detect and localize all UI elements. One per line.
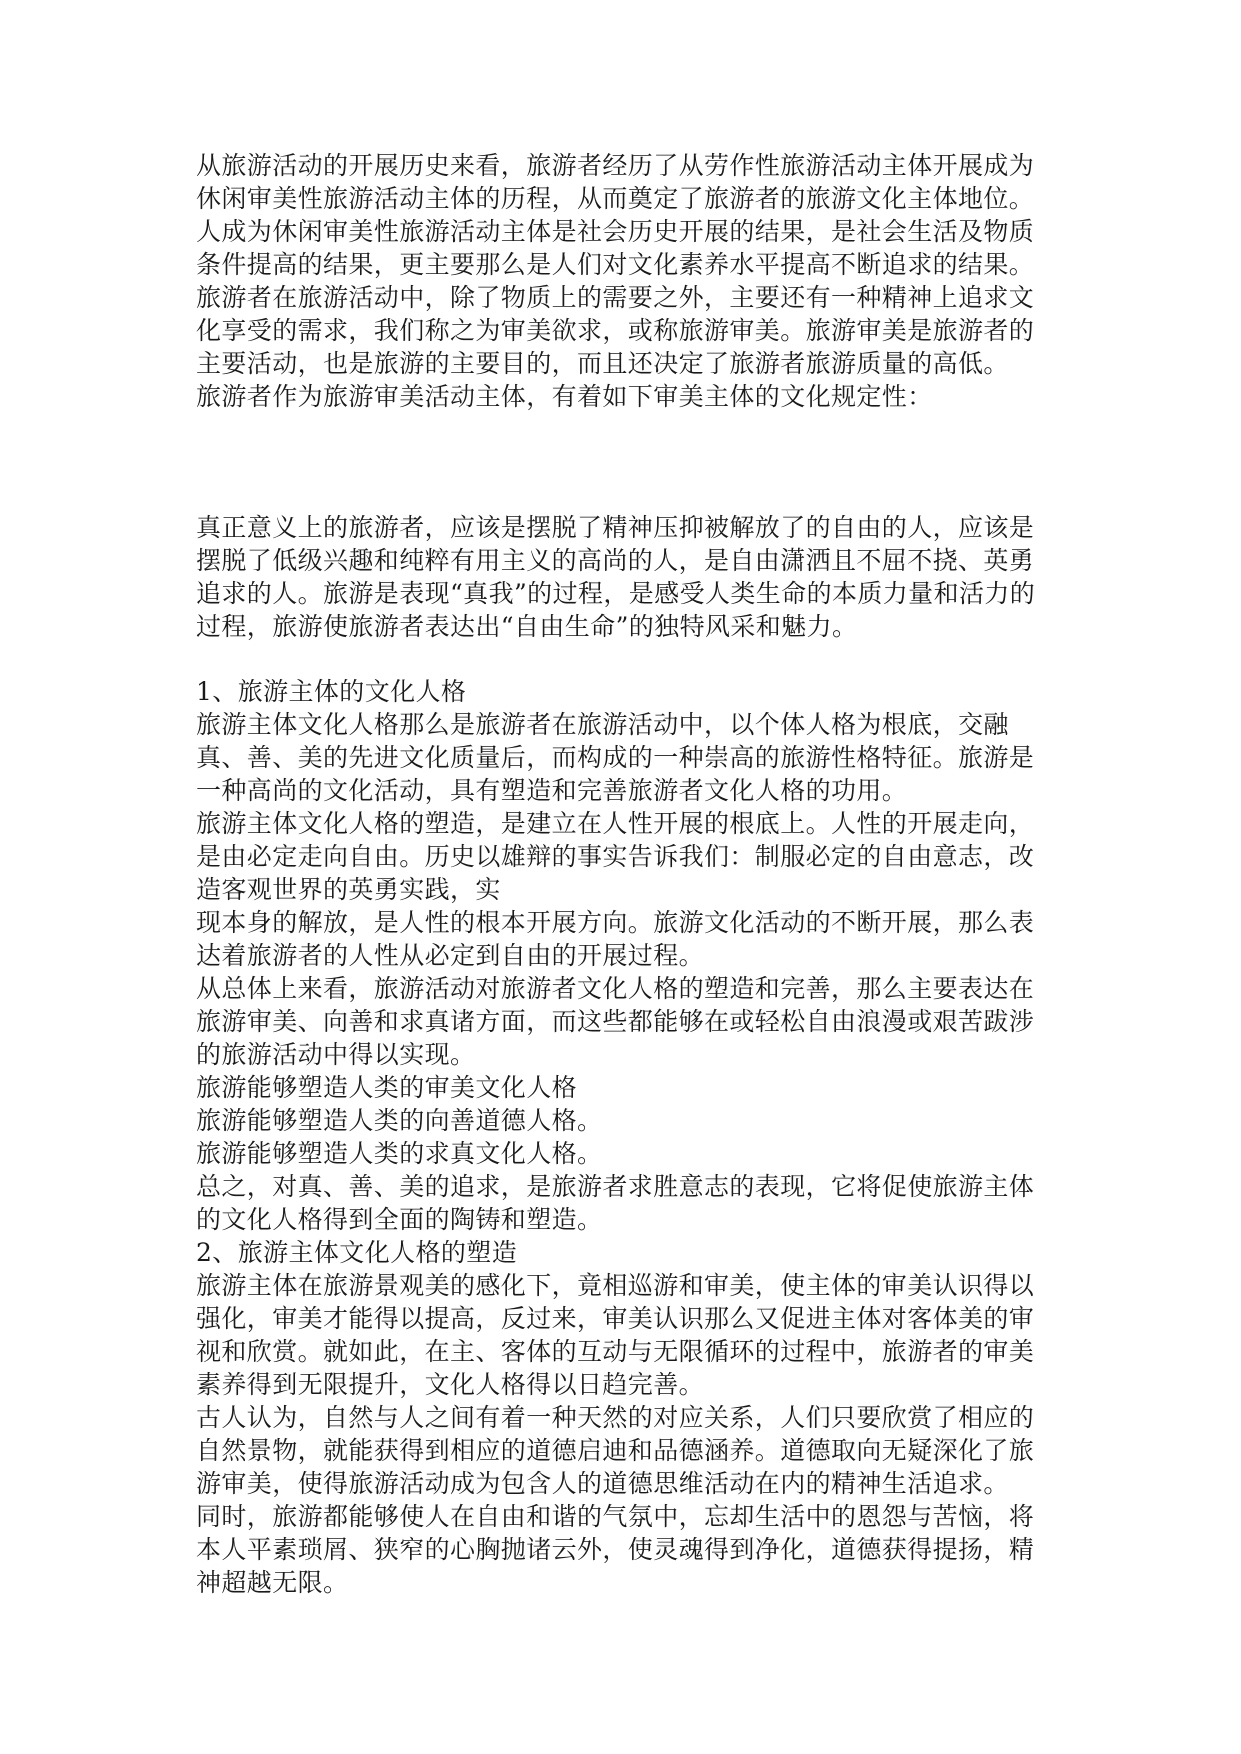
list-item: 旅游能够塑造人类的审美文化人格 <box>196 1073 578 1102</box>
paragraph: 旅游主体在旅游景观美的感化下，竟相巡游和审美，使主体的审美认识得以强化，审美才能得以提高，反过来，审美认识那么又促进主体对客体美的审视和欣赏。就如此，在主、客体的互动与无限循环的过程中，旅游者的审美素养得到无限提升，文化人格得以日趋完善。 <box>196 1271 1035 1399</box>
paragraph: 旅游者在旅游活动中，除了物质上的需要之外，主要还有一种精神上追求文化享受的需求，我们称之为审美欲求，或称旅游审美。旅游审美是旅游者的主要活动，也是旅游的主要目的，而且还决定了旅游者旅游质量的高低。 <box>196 283 1035 378</box>
paragraph: 人成为休闲审美性旅游活动主体是社会历史开展的结果，是社会生活及物质条件提高的结果，更主要那么是人们对文化素养水平提高不断追求的结果。 <box>196 217 1035 279</box>
paragraph: 现本身的解放，是人性的根本开展方向。旅游文化活动的不断开展，那么表达着旅游者的人性从必定到自由的开展过程。 <box>196 908 1035 970</box>
list-item: 旅游能够塑造人类的向善道德人格。 <box>196 1106 603 1135</box>
paragraph: 真正意义上的旅游者，应该是摆脱了精神压抑被解放了的自由的人，应该是摆脱了低级兴趣和纯粹有用主义的高尚的人，是自由潇洒且不屈不挠、英勇追求的人。旅游是表现“真我”的过程，是感受人类生命的本质力量和活力的过程，旅游使旅游者表达出“自由生命”的独特风采和魅力。 <box>196 513 1036 641</box>
paragraph: 旅游者作为旅游审美活动主体，有着如下审美主体的文化规定性： <box>196 382 933 411</box>
paragraph: 旅游主体文化人格的塑造，是建立在人性开展的根底上。人性的开展走向，是由必定走向自由。历史以雄辩的事实告诉我们：制服必定的自由意志，改造客观世界的英勇实践，实 <box>196 809 1035 904</box>
paragraph: 旅游主体文化人格那么是旅游者在旅游活动中，以个体人格为根底，交融真、善、美的先进文化质量后，而构成的一种崇高的旅游性格特征。旅游是一种高尚的文化活动，具有塑造和完善旅游者文化人格的功用。 <box>196 710 1035 805</box>
section-heading: 2、旅游主体文化人格的塑造 <box>196 1238 518 1267</box>
paragraph: 同时，旅游都能够使人在自由和谐的气氛中，忘却生活中的恩怨与苦恼，将本人平素琐屑、狭窄的心胸抛诸云外，使灵魂得到净化，道德获得提扬，精神超越无限。 <box>196 1502 1035 1597</box>
cultural-personality-section <box>196 675 1046 1599</box>
paragraph: 从总体上来看，旅游活动对旅游者文化人格的塑造和完善，那么主要表达在旅游审美、向善和求真诸方面，而这些都能够在或轻松自由浪漫或艰苦跋涉的旅游活动中得以实现。 <box>196 974 1035 1069</box>
paragraph: 总之，对真、善、美的追求，是旅游者求胜意志的表现，它将促使旅游主体的文化人格得到全面的陶铸和塑造。 <box>196 1172 1035 1234</box>
intro-section <box>196 149 1046 413</box>
free-traveler-section <box>196 511 1046 643</box>
list-item: 旅游能够塑造人类的求真文化人格。 <box>196 1139 603 1168</box>
paragraph: 从旅游活动的开展历史来看，旅游者经历了从劳作性旅游活动主体开展成为休闲审美性旅游活动主体的历程，从而奠定了旅游者的旅游文化主体地位。 <box>196 151 1035 213</box>
paragraph: 古人认为，自然与人之间有着一种天然的对应关系，人们只要欣赏了相应的自然景物，就能获得到相应的道德启迪和品德涵养。道德取向无疑深化了旅游审美，使得旅游活动成为包含人的道德思维活动在内的精神生活追求。 <box>196 1403 1035 1498</box>
section-heading: 1、旅游主体的文化人格 <box>196 677 467 706</box>
